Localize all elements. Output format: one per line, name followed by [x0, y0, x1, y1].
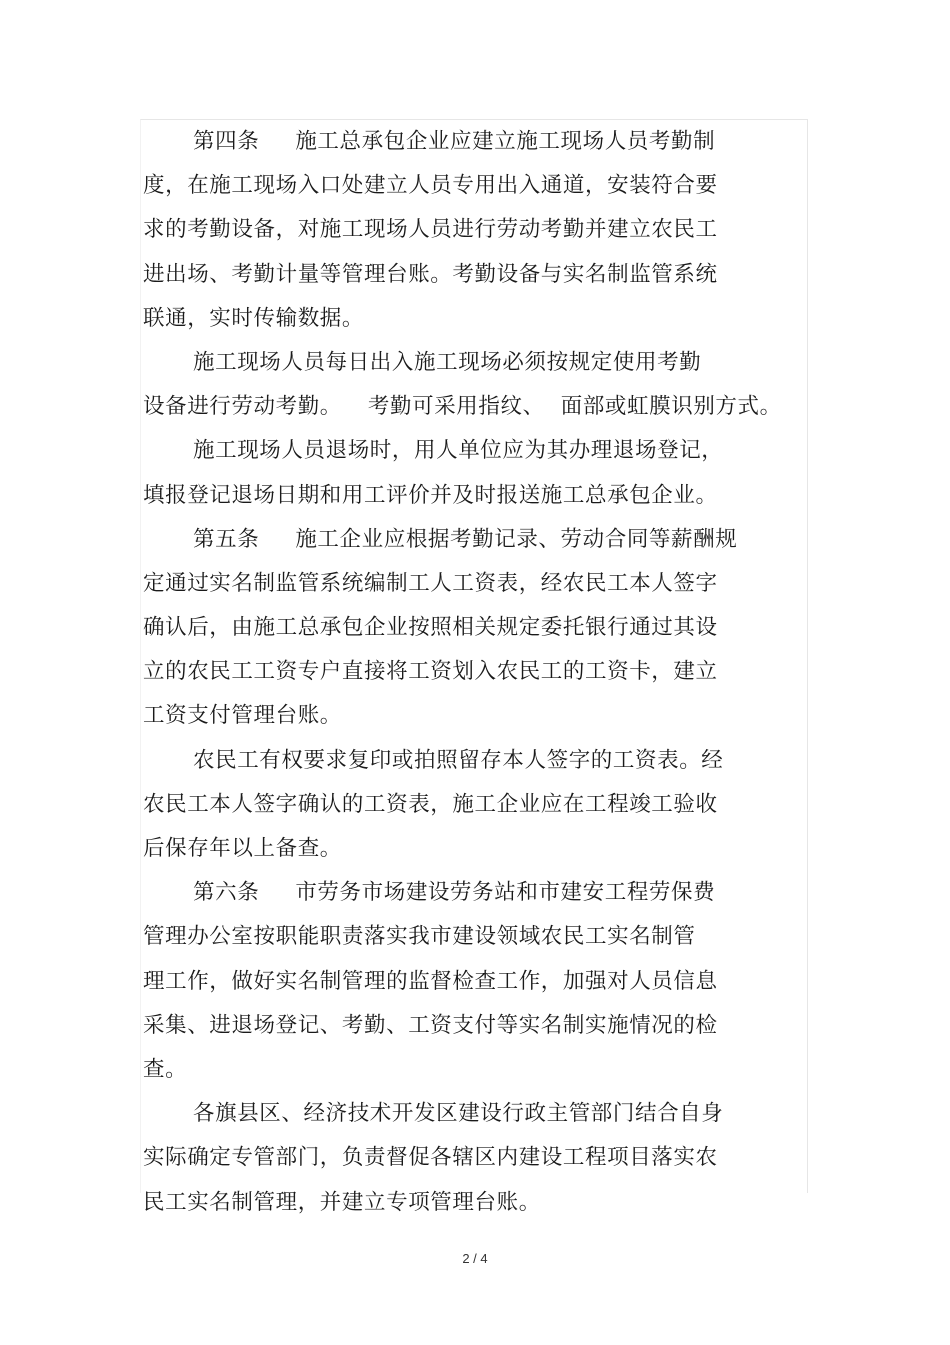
text-line: 民工实名制管理，并建立专项管理台账。	[143, 1189, 541, 1215]
text-line: 立的农民工工资专户直接将工资划入农民工的工资卡，建立	[143, 659, 718, 685]
text-line: 确认后，由施工总承包企业按照相关规定委托银行通过其设	[143, 615, 718, 641]
text-line	[143, 385, 803, 429]
text-segment: 市劳务市场建设劳务站和市建安工程劳保费	[295, 880, 716, 906]
text-line: 进出场、考勤计量等管理台账。考勤设备与实名制监管系统	[143, 261, 718, 287]
text-segment: 考勤可采用指纹、	[367, 394, 545, 420]
text-line: 管理办公室按职能职责落实我市建设领域农民工实名制管	[143, 924, 696, 950]
text-line: 联通，实时传输数据。	[143, 305, 365, 331]
text-line: 各旗县区、经济技术开发区建设行政主管部门结合自身	[193, 1101, 724, 1127]
text-line: 定通过实名制监管系统编制工人工资表，经农民工本人签字	[143, 570, 718, 596]
article-heading: 第五条	[193, 526, 260, 552]
text-line: 后保存年以上备查。	[143, 836, 342, 861]
text-segment: 面部或虹膜识别方式。	[560, 394, 782, 420]
text-line: 查。	[143, 1056, 188, 1082]
text-line: 填报登记退场日期和用工评价并及时报送施工总承包企业。	[143, 482, 718, 508]
text-line: 实际确定专管部门，负责督促各辖区内建设工程项目落实农	[143, 1145, 718, 1171]
text-line: 施工现场人员退场时，用人单位应为其办理退场登记，	[193, 438, 724, 464]
document-body	[143, 120, 803, 1225]
article-heading: 第六条	[193, 880, 260, 906]
text-line: 度，在施工现场入口处建立人员专用出入通道，安装符合要	[143, 173, 718, 199]
text-line	[143, 518, 803, 562]
text-line: 求的考勤设备，对施工现场人员进行劳动考勤并建立农民工	[143, 217, 718, 243]
page-number: 2 / 4	[462, 1251, 488, 1266]
text-line: 农民工有权要求复印或拍照留存本人签字的工资表。经	[193, 747, 724, 773]
text-line	[143, 120, 803, 164]
text-line: 工资支付管理台账。	[143, 703, 342, 729]
text-line: 施工现场人员每日出入施工现场必须按规定使用考勤	[193, 349, 702, 375]
text-segment: 设备进行劳动考勤。	[143, 394, 342, 420]
article-heading: 第四条	[193, 129, 260, 154]
text-segment: 施工总承包企业应建立施工现场人员考勤制	[295, 129, 716, 154]
text-line: 农民工本人签字确认的工资表，施工企业应在工程竣工验收	[143, 791, 718, 817]
text-segment: 施工企业应根据考勤记录、劳动合同等薪酬规	[295, 526, 738, 552]
text-line: 采集、进退场登记、考勤、工资支付等实名制实施情况的检	[143, 1012, 718, 1038]
text-line: 理工作，做好实名制管理的监督检查工作，加强对人员信息	[143, 968, 718, 994]
text-line	[143, 871, 803, 915]
